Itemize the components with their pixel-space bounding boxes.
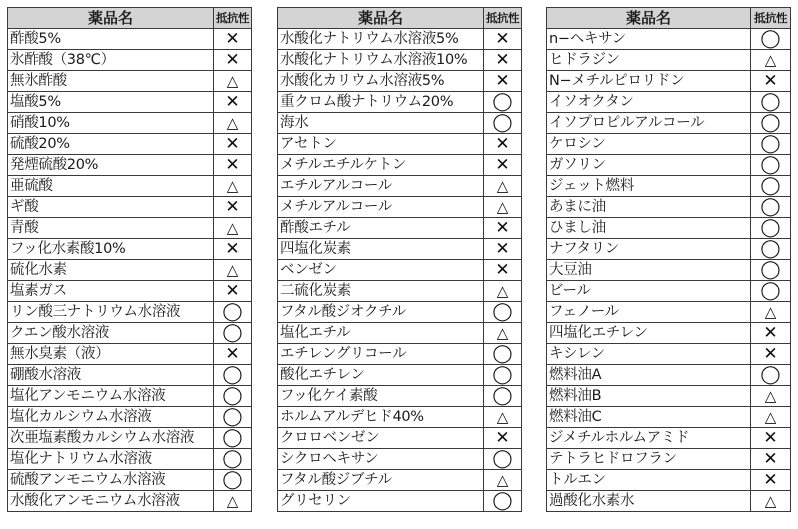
chemical-name-cell: アセトン — [278, 134, 484, 155]
table-row — [8, 218, 252, 239]
table-row — [278, 239, 522, 260]
chemical-name-cell: キシレン — [547, 344, 751, 365]
resistance-cell — [751, 50, 791, 71]
triangle-mark-icon: △ — [496, 282, 509, 300]
chemical-name-cell: 水酸化アンモニウム水溶液 — [8, 491, 214, 512]
resistance-cell — [214, 428, 252, 449]
chemical-name-cell: フッ化ケイ素酸 — [278, 386, 484, 407]
chemical-name-cell: 過酸化水素水 — [547, 491, 751, 512]
chemical-name-cell: エチルアルコール — [278, 176, 484, 197]
circle-mark-icon: ◯ — [760, 175, 781, 196]
cross-mark-icon: ✕ — [495, 428, 510, 448]
triangle-mark-icon: △ — [764, 492, 777, 510]
resistance-cell — [751, 239, 791, 260]
table-row — [8, 470, 252, 491]
cross-mark-icon: ✕ — [763, 344, 778, 364]
triangle-mark-icon: △ — [496, 471, 509, 489]
table-header-row — [8, 8, 252, 29]
table-row — [278, 50, 522, 71]
chemical-name-cell: 水酸化カリウム水溶液5% — [278, 71, 484, 92]
table-row — [547, 218, 791, 239]
header-resistance: 抵抗性 — [484, 8, 522, 29]
resistance-cell — [484, 50, 522, 71]
chemical-name-cell: 二硫化炭素 — [278, 281, 484, 302]
chemical-name-cell: ベンゼン — [278, 260, 484, 281]
resistance-cell — [484, 134, 522, 155]
header-chemical-name: 薬品名 — [547, 8, 751, 29]
triangle-mark-icon: △ — [496, 177, 509, 195]
chemical-name-cell: あまに油 — [547, 197, 751, 218]
table-row — [278, 323, 522, 344]
cross-mark-icon: ✕ — [763, 71, 778, 91]
circle-mark-icon: ◯ — [760, 364, 781, 385]
chemical-name-cell: ひまし油 — [547, 218, 751, 239]
resistance-cell — [751, 344, 791, 365]
table-row — [547, 113, 791, 134]
resistance-cell — [484, 386, 522, 407]
chemical-name-cell: 氷酢酸（38℃） — [8, 50, 214, 71]
cross-mark-icon: ✕ — [763, 449, 778, 469]
circle-mark-icon: ◯ — [760, 154, 781, 175]
table-row — [278, 470, 522, 491]
resistance-cell — [484, 470, 522, 491]
circle-mark-icon: ◯ — [760, 28, 781, 49]
resistance-cell — [484, 155, 522, 176]
circle-mark-icon: ◯ — [222, 322, 243, 343]
chemical-name-cell: フタル酸ジオクチル — [278, 302, 484, 323]
chemical-name-cell: ジメチルホルムアミド — [547, 428, 751, 449]
chemical-name-cell: シクロヘキサン — [278, 449, 484, 470]
resistance-cell — [484, 29, 522, 50]
table-row — [8, 113, 252, 134]
table-row — [547, 50, 791, 71]
chemical-name-cell: 水酸化ナトリウム水溶液5% — [278, 29, 484, 50]
table-row — [8, 491, 252, 512]
table-row — [8, 323, 252, 344]
circle-mark-icon: ◯ — [492, 364, 513, 385]
chemical-name-cell: フタル酸ジブチル — [278, 470, 484, 491]
table-row — [8, 365, 252, 386]
resistance-cell — [214, 491, 252, 512]
chemical-name-cell: 水酸化ナトリウム水溶液10% — [278, 50, 484, 71]
resistance-cell — [484, 113, 522, 134]
chemical-name-cell: 塩酸5% — [8, 92, 214, 113]
table-row — [278, 449, 522, 470]
resistance-cell — [751, 407, 791, 428]
circle-mark-icon: ◯ — [222, 406, 243, 427]
circle-mark-icon: ◯ — [760, 259, 781, 280]
chemical-name-cell: 燃料油B — [547, 386, 751, 407]
table-row — [547, 134, 791, 155]
circle-mark-icon: ◯ — [222, 364, 243, 385]
table-row — [8, 449, 252, 470]
resistance-cell — [484, 323, 522, 344]
chemical-name-cell: 海水 — [278, 113, 484, 134]
table-row — [278, 197, 522, 218]
table-row — [547, 491, 791, 512]
cross-mark-icon: ✕ — [225, 344, 240, 364]
chemical-name-cell: 塩化エチル — [278, 323, 484, 344]
table-row — [8, 50, 252, 71]
cross-mark-icon: ✕ — [225, 92, 240, 112]
resistance-cell — [751, 176, 791, 197]
cross-mark-icon: ✕ — [495, 260, 510, 280]
table-row — [278, 365, 522, 386]
resistance-cell — [214, 302, 252, 323]
cross-mark-icon: ✕ — [495, 155, 510, 175]
resistance-cell — [751, 323, 791, 344]
resistance-cell — [214, 344, 252, 365]
chemical-name-cell: トルエン — [547, 470, 751, 491]
resistance-cell — [484, 365, 522, 386]
chemical-name-cell: ギ酸 — [8, 197, 214, 218]
cross-mark-icon: ✕ — [225, 134, 240, 154]
table-row — [547, 449, 791, 470]
chemical-name-cell: 硫化水素 — [8, 260, 214, 281]
circle-mark-icon: ◯ — [760, 112, 781, 133]
table-row — [8, 29, 252, 50]
triangle-mark-icon: △ — [764, 51, 777, 69]
resistance-cell — [484, 197, 522, 218]
resistance-cell — [214, 470, 252, 491]
table-row — [547, 239, 791, 260]
resistance-cell — [484, 176, 522, 197]
resistance-cell — [751, 365, 791, 386]
chemical-name-cell: イソオクタン — [547, 92, 751, 113]
circle-mark-icon: ◯ — [760, 280, 781, 301]
chemical-name-cell: ナフタリン — [547, 239, 751, 260]
chemical-name-cell: 四塩化エチレン — [547, 323, 751, 344]
triangle-mark-icon: △ — [226, 177, 239, 195]
resistance-cell — [484, 407, 522, 428]
resistance-cell — [214, 323, 252, 344]
circle-mark-icon: ◯ — [760, 133, 781, 154]
resistance-cell — [214, 218, 252, 239]
table-row — [547, 365, 791, 386]
header-resistance: 抵抗性 — [751, 8, 791, 29]
circle-mark-icon: ◯ — [492, 490, 513, 511]
chemical-name-cell: 硼酸水溶液 — [8, 365, 214, 386]
table-row — [8, 344, 252, 365]
chemical-name-cell: 酸化エチレン — [278, 365, 484, 386]
header-chemical-name: 薬品名 — [278, 8, 484, 29]
resistance-cell — [751, 302, 791, 323]
resistance-cell — [484, 491, 522, 512]
chemical-name-cell: 塩素ガス — [8, 281, 214, 302]
table-row — [547, 428, 791, 449]
resistance-cell — [214, 50, 252, 71]
circle-mark-icon: ◯ — [492, 448, 513, 469]
resistance-cell — [751, 113, 791, 134]
cross-mark-icon: ✕ — [763, 470, 778, 490]
resistance-cell — [484, 428, 522, 449]
resistance-table-3 — [546, 7, 791, 512]
resistance-cell — [214, 197, 252, 218]
chemical-name-cell: ケロシン — [547, 134, 751, 155]
table-row — [547, 155, 791, 176]
table-row — [8, 197, 252, 218]
resistance-cell — [484, 260, 522, 281]
chemical-name-cell: 塩化アンモニウム水溶液 — [8, 386, 214, 407]
triangle-mark-icon: △ — [226, 114, 239, 132]
header-chemical-name: 薬品名 — [8, 8, 214, 29]
resistance-cell — [484, 281, 522, 302]
chemical-name-cell: 無氷酢酸 — [8, 71, 214, 92]
resistance-cell — [214, 176, 252, 197]
triangle-mark-icon: △ — [226, 261, 239, 279]
chemical-name-cell: クエン酸水溶液 — [8, 323, 214, 344]
table-row — [278, 134, 522, 155]
triangle-mark-icon: △ — [496, 408, 509, 426]
circle-mark-icon: ◯ — [492, 301, 513, 322]
header-resistance: 抵抗性 — [214, 8, 252, 29]
chemical-name-cell: ヒドラジン — [547, 50, 751, 71]
cross-mark-icon: ✕ — [763, 428, 778, 448]
circle-mark-icon: ◯ — [222, 385, 243, 406]
resistance-cell — [751, 71, 791, 92]
table-row — [547, 197, 791, 218]
resistance-cell — [214, 155, 252, 176]
table-row — [547, 386, 791, 407]
table-row — [278, 407, 522, 428]
resistance-cell — [214, 260, 252, 281]
table-row — [278, 491, 522, 512]
resistance-cell — [751, 29, 791, 50]
table-row — [278, 302, 522, 323]
cross-mark-icon: ✕ — [763, 323, 778, 343]
cross-mark-icon: ✕ — [495, 239, 510, 259]
table-row — [278, 218, 522, 239]
circle-mark-icon: ◯ — [760, 196, 781, 217]
table-row — [547, 260, 791, 281]
resistance-cell — [484, 344, 522, 365]
resistance-cell — [214, 134, 252, 155]
resistance-cell — [751, 260, 791, 281]
table-row — [278, 281, 522, 302]
table-row — [8, 260, 252, 281]
table-row — [278, 260, 522, 281]
circle-mark-icon: ◯ — [760, 217, 781, 238]
chemical-name-cell: 燃料油C — [547, 407, 751, 428]
chemical-name-cell: n−ヘキサン — [547, 29, 751, 50]
cross-mark-icon: ✕ — [225, 239, 240, 259]
circle-mark-icon: ◯ — [492, 385, 513, 406]
chemical-name-cell: メチルエチルケトン — [278, 155, 484, 176]
table-row — [8, 239, 252, 260]
cross-mark-icon: ✕ — [225, 29, 240, 49]
table-header-row — [278, 8, 522, 29]
circle-mark-icon: ◯ — [492, 112, 513, 133]
table-row — [8, 302, 252, 323]
cross-mark-icon: ✕ — [495, 218, 510, 238]
circle-mark-icon: ◯ — [760, 91, 781, 112]
cross-mark-icon: ✕ — [495, 29, 510, 49]
table-row — [8, 386, 252, 407]
chemical-name-cell: クロロベンゼン — [278, 428, 484, 449]
chemical-name-cell: メチルアルコール — [278, 197, 484, 218]
resistance-cell — [484, 239, 522, 260]
resistance-cell — [214, 113, 252, 134]
table-row — [547, 29, 791, 50]
table-header-row — [547, 8, 791, 29]
chemical-name-cell: ガソリン — [547, 155, 751, 176]
resistance-cell — [484, 449, 522, 470]
triangle-mark-icon: △ — [764, 408, 777, 426]
triangle-mark-icon: △ — [226, 219, 239, 237]
cross-mark-icon: ✕ — [225, 50, 240, 70]
chemical-name-cell: 発煙硫酸20% — [8, 155, 214, 176]
resistance-cell — [751, 386, 791, 407]
resistance-cell — [751, 218, 791, 239]
chemical-name-cell: 塩化ナトリウム水溶液 — [8, 449, 214, 470]
chemical-name-cell: テトラヒドロフラン — [547, 449, 751, 470]
resistance-cell — [751, 470, 791, 491]
chemical-name-cell: フッ化水素酸10% — [8, 239, 214, 260]
resistance-cell — [751, 197, 791, 218]
table-row — [547, 281, 791, 302]
resistance-cell — [484, 218, 522, 239]
chemical-name-cell: N−メチルピロリドン — [547, 71, 751, 92]
chemical-name-cell: 硝酸10% — [8, 113, 214, 134]
chemical-name-cell: 次亜塩素酸カルシウム水溶液 — [8, 428, 214, 449]
cross-mark-icon: ✕ — [225, 197, 240, 217]
table-row — [547, 176, 791, 197]
chemical-name-cell: グリセリン — [278, 491, 484, 512]
chemical-name-cell: 酢酸5% — [8, 29, 214, 50]
circle-mark-icon: ◯ — [222, 301, 243, 322]
cross-mark-icon: ✕ — [495, 50, 510, 70]
resistance-cell — [751, 92, 791, 113]
cross-mark-icon: ✕ — [225, 281, 240, 301]
table-row — [278, 29, 522, 50]
triangle-mark-icon: △ — [764, 303, 777, 321]
chemical-name-cell: 無水臭素（液） — [8, 344, 214, 365]
table-row — [547, 302, 791, 323]
table-row — [8, 71, 252, 92]
resistance-cell — [214, 407, 252, 428]
chemical-name-cell: リン酸三ナトリウム水溶液 — [8, 302, 214, 323]
table-row — [278, 71, 522, 92]
resistance-cell — [214, 29, 252, 50]
table-row — [278, 92, 522, 113]
circle-mark-icon: ◯ — [222, 427, 243, 448]
resistance-cell — [214, 92, 252, 113]
cross-mark-icon: ✕ — [495, 134, 510, 154]
chemical-name-cell: 四塩化炭素 — [278, 239, 484, 260]
chemical-name-cell: ジェット燃料 — [547, 176, 751, 197]
table-row — [278, 176, 522, 197]
table-row — [547, 470, 791, 491]
triangle-mark-icon: △ — [764, 387, 777, 405]
resistance-cell — [214, 281, 252, 302]
chemical-name-cell: 重クロム酸ナトリウム20% — [278, 92, 484, 113]
table-row — [8, 92, 252, 113]
table-row — [547, 92, 791, 113]
triangle-mark-icon: △ — [226, 492, 239, 510]
resistance-cell — [214, 239, 252, 260]
chemical-name-cell: 酢酸エチル — [278, 218, 484, 239]
resistance-cell — [484, 71, 522, 92]
table-row — [8, 281, 252, 302]
table-row — [8, 134, 252, 155]
table-row — [547, 344, 791, 365]
resistance-cell — [214, 71, 252, 92]
circle-mark-icon: ◯ — [222, 469, 243, 490]
resistance-cell — [751, 134, 791, 155]
resistance-cell — [751, 281, 791, 302]
table-row — [547, 71, 791, 92]
chemical-name-cell: 亜硫酸 — [8, 176, 214, 197]
chemical-name-cell: 硫酸アンモニウム水溶液 — [8, 470, 214, 491]
triangle-mark-icon: △ — [496, 198, 509, 216]
resistance-cell — [214, 365, 252, 386]
circle-mark-icon: ◯ — [492, 343, 513, 364]
resistance-cell — [751, 428, 791, 449]
resistance-cell — [484, 92, 522, 113]
table-row — [278, 344, 522, 365]
table-row — [8, 407, 252, 428]
chemical-name-cell: 塩化カルシウム水溶液 — [8, 407, 214, 428]
cross-mark-icon: ✕ — [495, 71, 510, 91]
table-row — [8, 155, 252, 176]
chemical-name-cell: フェノール — [547, 302, 751, 323]
resistance-cell — [214, 386, 252, 407]
circle-mark-icon: ◯ — [222, 448, 243, 469]
chemical-name-cell: エチレングリコール — [278, 344, 484, 365]
chemical-name-cell: イソプロピルアルコール — [547, 113, 751, 134]
chemical-name-cell: 青酸 — [8, 218, 214, 239]
table-row — [278, 113, 522, 134]
chemical-name-cell: 硫酸20% — [8, 134, 214, 155]
table-row — [278, 386, 522, 407]
triangle-mark-icon: △ — [226, 72, 239, 90]
table-row — [547, 323, 791, 344]
resistance-table-1 — [7, 7, 252, 512]
table-row — [547, 407, 791, 428]
triangle-mark-icon: △ — [496, 324, 509, 342]
cross-mark-icon: ✕ — [225, 155, 240, 175]
resistance-cell — [214, 449, 252, 470]
chemical-name-cell: 大豆油 — [547, 260, 751, 281]
chemical-name-cell: ホルムアルデヒド40% — [278, 407, 484, 428]
resistance-table-2 — [277, 7, 522, 512]
chemical-name-cell: 燃料油A — [547, 365, 751, 386]
table-row — [278, 428, 522, 449]
resistance-cell — [751, 491, 791, 512]
resistance-cell — [751, 449, 791, 470]
resistance-cell — [484, 302, 522, 323]
resistance-cell — [751, 155, 791, 176]
table-row — [8, 428, 252, 449]
table-row — [8, 176, 252, 197]
circle-mark-icon: ◯ — [492, 91, 513, 112]
circle-mark-icon: ◯ — [760, 238, 781, 259]
chemical-name-cell: ビール — [547, 281, 751, 302]
table-row — [278, 155, 522, 176]
